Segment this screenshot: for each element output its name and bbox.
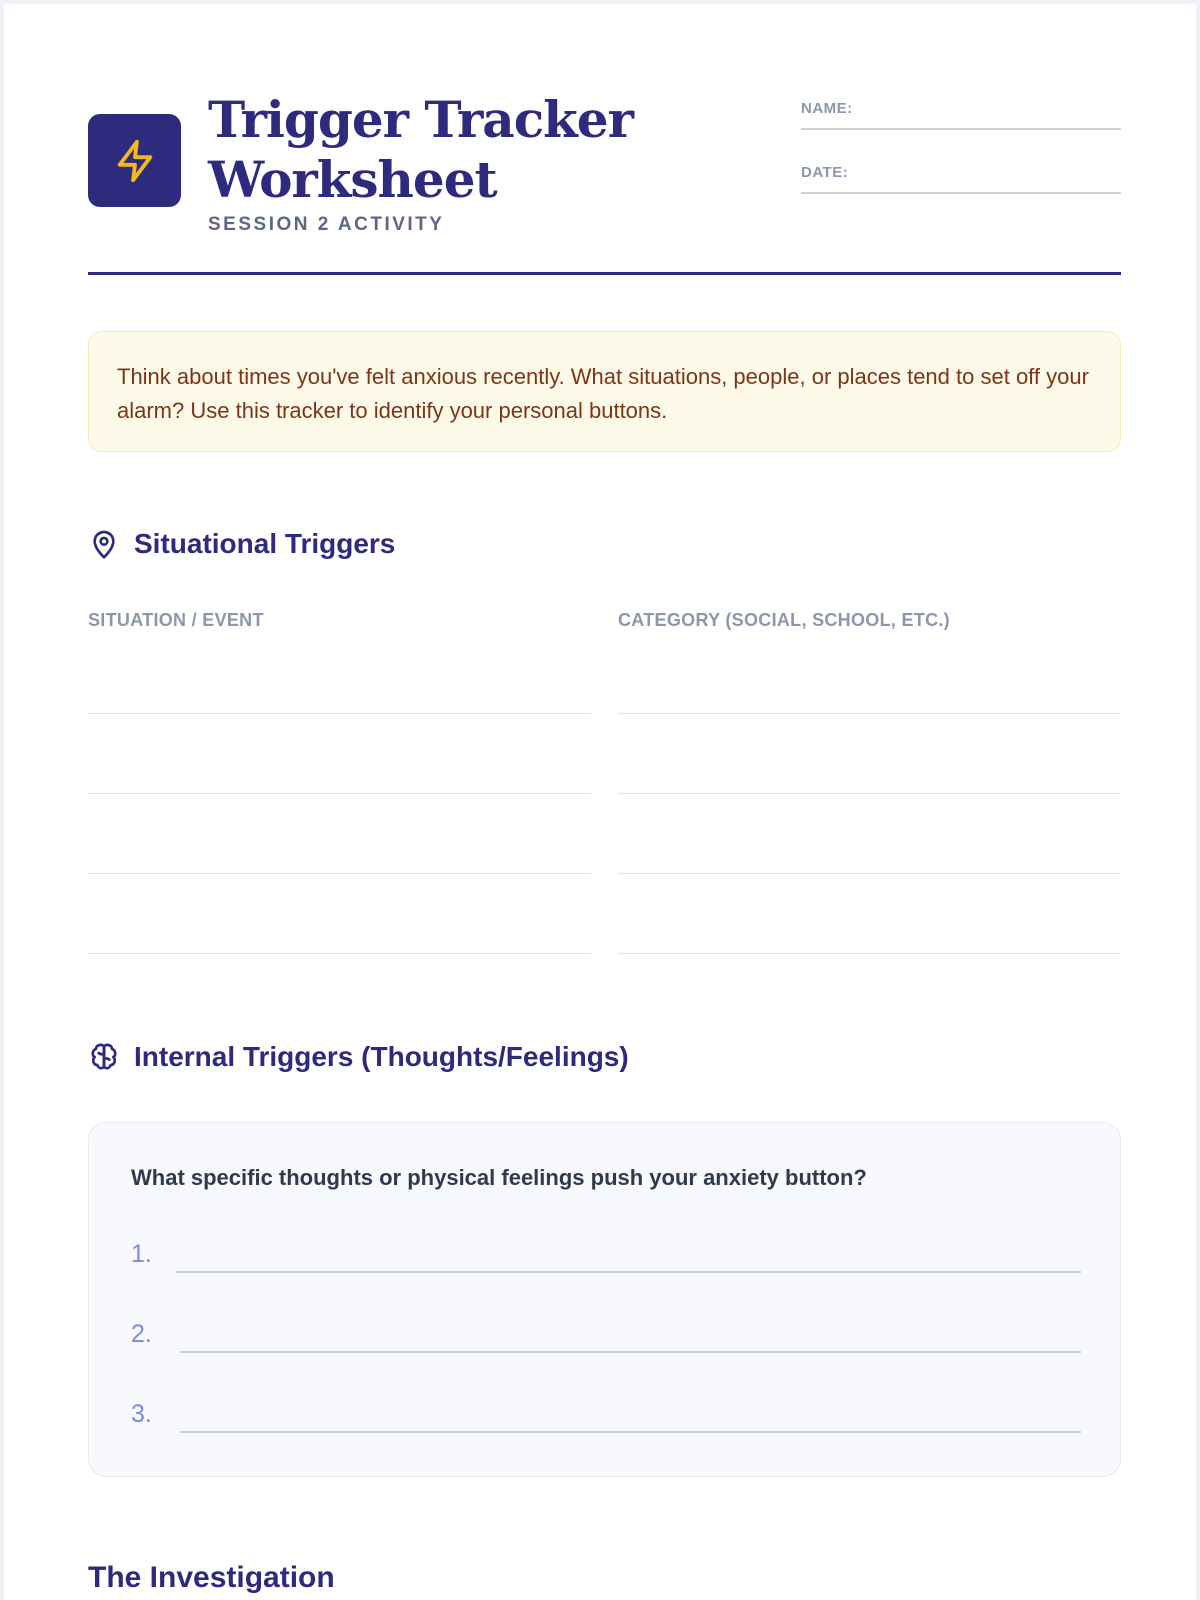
internal-section-title: Internal Triggers (Thoughts/Feelings) <box>134 1041 629 1072</box>
situation-line-2[interactable] <box>88 793 591 794</box>
situation-column-label: SITUATION / EVENT <box>88 610 264 630</box>
page-title <box>208 90 633 210</box>
category-column-label: CATEGORY (SOCIAL, SCHOOL, ETC.) <box>618 610 950 630</box>
internal-item-1[interactable] <box>131 1233 1081 1273</box>
item-line-1[interactable] <box>176 1271 1081 1273</box>
meta-fields <box>801 100 1121 228</box>
item-number-2: 2. <box>131 1320 152 1348</box>
title-block <box>208 90 633 236</box>
item-number-3: 3. <box>131 1400 152 1428</box>
category-line-4[interactable] <box>618 953 1121 954</box>
situation-line-4[interactable] <box>88 953 591 954</box>
situational-section-title: Situational Triggers <box>134 528 396 559</box>
title-line-1: Trigger Tracker <box>208 90 633 149</box>
title-line-2: Worksheet <box>208 150 497 209</box>
category-line-3[interactable] <box>618 873 1121 874</box>
item-line-3[interactable] <box>180 1431 1081 1433</box>
date-label: DATE: <box>801 164 849 181</box>
header-divider <box>88 272 1121 275</box>
internal-section-header <box>88 1041 629 1073</box>
worksheet-page <box>4 4 1196 1600</box>
internal-question: What specific thoughts or physical feelings push your anxiety button? <box>131 1165 867 1190</box>
lightning-bolt-icon <box>88 114 181 207</box>
investigation-title: The Investigation <box>88 1561 335 1594</box>
date-field[interactable] <box>801 164 1121 194</box>
category-line-1[interactable] <box>618 713 1121 714</box>
internal-item-2[interactable] <box>131 1313 1081 1353</box>
situation-line-1[interactable] <box>88 713 591 714</box>
situation-line-3[interactable] <box>88 873 591 874</box>
item-line-2[interactable] <box>180 1351 1081 1353</box>
page-subtitle: SESSION 2 ACTIVITY <box>208 214 445 235</box>
item-number-1: 1. <box>131 1240 152 1268</box>
category-line-2[interactable] <box>618 793 1121 794</box>
intro-callout: Think about times you've felt anxious recently. What situations, people, or places tend to set off your alarm? Use this tracker to identify your personal buttons. <box>88 331 1121 452</box>
brain-icon <box>88 1041 120 1073</box>
name-field[interactable] <box>801 100 1121 130</box>
location-pin-icon <box>88 528 120 560</box>
situational-section-header <box>88 528 395 560</box>
internal-triggers-box <box>88 1122 1121 1477</box>
internal-item-3[interactable] <box>131 1393 1081 1433</box>
name-label: NAME: <box>801 100 853 117</box>
